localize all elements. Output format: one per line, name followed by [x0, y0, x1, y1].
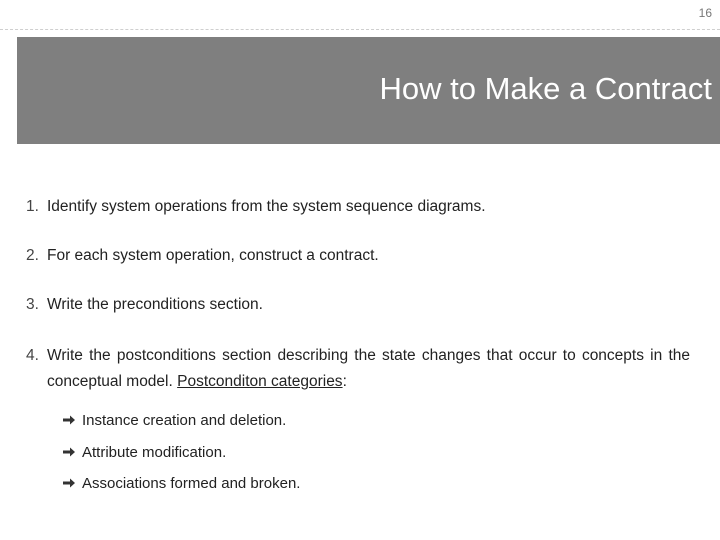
step-text: Write the preconditions section.: [47, 296, 263, 313]
step-item: [26, 343, 690, 395]
postcondition-categories-link: Postconditon categories: [177, 373, 343, 390]
step-number: 1.: [26, 198, 39, 215]
step-text: Write the postconditions section describing the state changes that occur to concepts in the conceptual model.: [47, 347, 690, 390]
right-arrow-icon: [62, 473, 82, 493]
category-item: [62, 473, 300, 494]
slide-title: How to Make a Contract: [379, 71, 712, 106]
right-arrow-icon: [62, 442, 82, 462]
category-item: [62, 442, 226, 463]
step-suffix: :: [342, 373, 347, 390]
step-text-block: [47, 343, 690, 395]
right-arrow-icon: [62, 410, 82, 430]
page-number: 16: [698, 6, 712, 20]
step-text: Identify system operations from the system sequence diagrams.: [47, 198, 486, 215]
step-number: 2.: [26, 247, 39, 264]
category-item: [62, 410, 286, 431]
step-number: 4.: [26, 347, 39, 364]
category-text: Instance creation and deletion.: [82, 412, 287, 429]
category-text: Associations formed and broken.: [82, 475, 301, 492]
step-item: [26, 292, 690, 318]
step-text: For each system operation, construct a contract.: [47, 247, 379, 264]
step-number: 3.: [26, 296, 39, 313]
category-text: Attribute modification.: [82, 444, 227, 461]
header-divider: [0, 29, 720, 30]
step-item: [26, 243, 690, 269]
title-banner: [17, 37, 720, 144]
step-item: [26, 194, 690, 220]
